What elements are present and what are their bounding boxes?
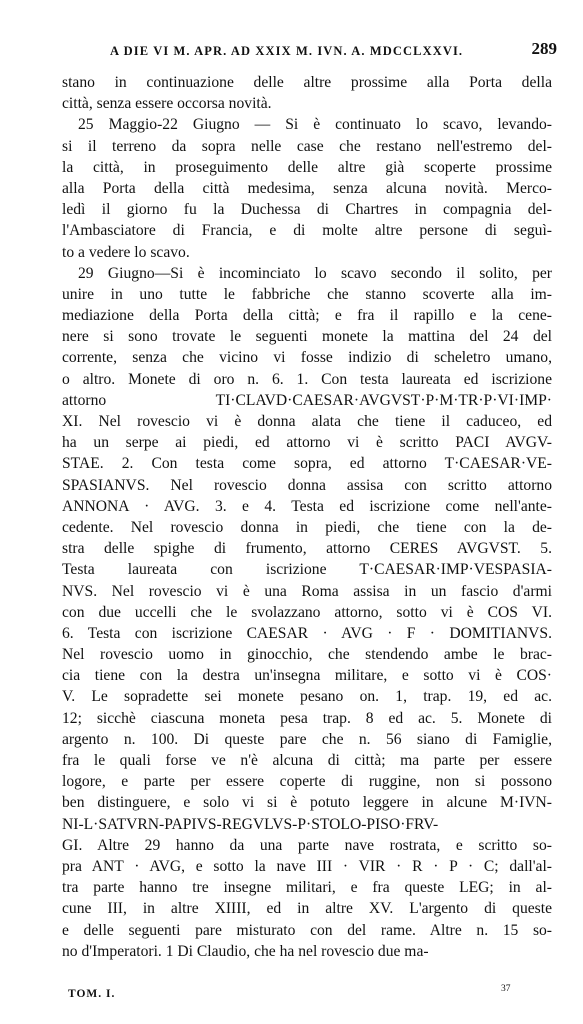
text-line: logore, e parte per essere coperte di ruggine, non si possono xyxy=(62,773,552,791)
text-line: cia tiene con la destra un'insegna militare, e sotto vi è COS· xyxy=(62,667,552,685)
text-line: città, senza essere occorsa novità. xyxy=(62,95,272,113)
page-header xyxy=(60,36,557,62)
text-line: cune III, in altre XIIII, ed in altre XV. L'argento di queste xyxy=(62,900,552,918)
text-line: 29 Giugno—Si è incominciato lo scavo secondo il solito, per xyxy=(78,264,552,282)
text-line: XI. Nel rovescio vi è donna alata che tiene il caduceo, ed xyxy=(62,413,552,430)
text-line: alla Porta della città medesima, senza alcuna novità. Merco- xyxy=(62,179,552,197)
text-line: nere si sono trovate le seguenti monete la mattina del 24 del xyxy=(62,328,552,346)
text-line: GI. Altre 29 hanno da una parte nave rostrata, e scritto so- xyxy=(62,836,552,854)
text-line: V. Le sopradette sei monete pesano on. 1, trap. 19, ed ac. xyxy=(62,688,552,706)
body-text xyxy=(62,72,552,962)
text-line: tra parte hanno tre insegne militari, e fra queste LEG; in al- xyxy=(62,879,552,897)
text-line: cedente. Nel rovescio donna in piedi, che tiene con la de- xyxy=(62,518,552,536)
text-line: e delle seguenti pare misturato con del rame. Altre n. 15 so- xyxy=(62,921,552,939)
text-line: SPASIANVS. Nel rovescio donna assisa con scritto attorno xyxy=(62,476,552,494)
text-line: NVS. Nel rovescio vi è una Roma assisa in un fascio d'armi xyxy=(62,582,552,600)
text-line: argento n. 100. Di queste pare che n. 56 siano di Famiglie, xyxy=(62,730,552,748)
signature-mark: 37 xyxy=(501,984,511,994)
text-line: pra ANT · AVG, e sotto la nave III · VIR · R · P · C; dall'al- xyxy=(62,857,552,875)
page-footer xyxy=(68,984,543,1008)
text-line: fra le quali forse ve n'è alcuna di città; ma parte per essere xyxy=(62,752,552,769)
text-line: si il terreno da sopra nelle case che restano nell'estremo del- xyxy=(62,137,552,155)
text-line: unire in uno tutte le fabbriche che stanno scoverte alla im- xyxy=(62,285,552,303)
text-line: con due uccelli che le svolazzano attorno, sotto vi è COS VI. xyxy=(62,603,552,621)
text-line: ledì il giorno fu la Duchessa di Chartres in compagnia del- xyxy=(62,201,552,219)
text-line: Testa laureata con iscrizione T·CAESAR·IMP·VESPASIA- xyxy=(62,561,552,579)
text-line: STAE. 2. Con testa come sopra, ed attorno T·CAESAR·VE- xyxy=(62,455,552,473)
text-line: mediazione della Porta della città; e fra il rapillo e la cene- xyxy=(62,307,552,325)
text-line: la città, in proseguimento delle altre già scoperte prossime xyxy=(62,158,552,176)
text-line: no d'Imperatori. 1 Di Claudio, che ha nel rovescio due ma- xyxy=(62,942,429,960)
text-line: stano in continuazione delle altre prossime alla Porta della xyxy=(62,74,552,91)
text-line: ha un serpe ai piedi, ed attorno vi è scritto PACI AVGV- xyxy=(62,434,552,452)
text-line: 25 Maggio-22 Giugno — Si è continuato lo scavo, levando- xyxy=(78,116,552,134)
page-number: 289 xyxy=(531,39,557,58)
text-line: 12; sicchè ciascuna moneta pesa trap. 8 ed ac. 5. Monete di xyxy=(62,709,552,727)
running-head: A DIE VI M. APR. AD XXIX M. IVN. A. MDCCLXXVI. xyxy=(110,44,464,58)
text-line: to a vedere lo scavo. xyxy=(62,243,190,261)
text-line: attorno TI·CLAVD·CAESAR·AVGVST·P·M·TR·P·VI·IMP· xyxy=(62,391,552,409)
text-line: ben distinguere, e solo vi si è potuto leggere in alcune M·IVN- xyxy=(62,794,552,812)
text-line: NI-L·SATVRN-PAPIVS-REGVLVS-P·STOLO-PISO·FRV- xyxy=(62,815,439,833)
text-line: Nel rovescio uomo in ginocchio, che stendendo ambe le brac- xyxy=(62,646,552,664)
text-line: o altro. Monete di oro n. 6. 1. Con testa laureata ed iscrizione xyxy=(62,370,552,388)
text-line: l'Ambasciatore di Francia, e di molte altre persone di seguì- xyxy=(62,222,552,240)
text-line: 6. Testa con iscrizione CAESAR · AVG · F · DOMITIANVS. xyxy=(62,624,552,642)
text-line: stra delle spighe di frumento, attorno CERES AVGVST. 5. xyxy=(62,540,552,558)
text-line: ANNONA · AVG. 3. e 4. Testa ed iscrizione come nell'ante- xyxy=(62,497,552,515)
volume-label: TOM. I. xyxy=(68,988,116,1000)
text-line: corrente, senza che vicino vi fosse indizio di scheletro umano, xyxy=(62,349,552,367)
